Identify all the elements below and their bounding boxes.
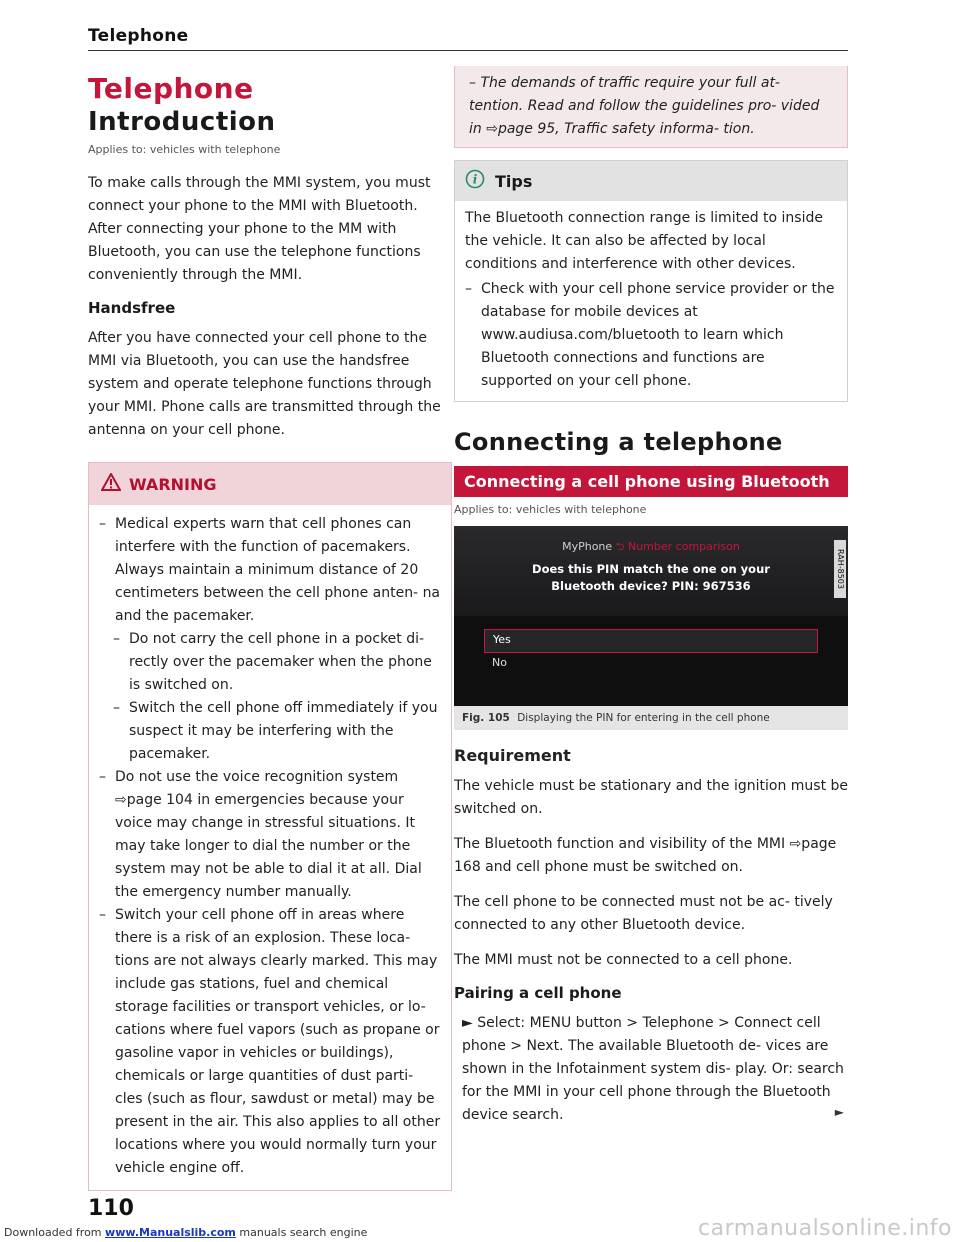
warning-title: WARNING xyxy=(129,474,217,494)
warning-item: – Medical experts warn that cell phones can interfere with the function of pacemakers. Always maintain a minimum distance of 20 centimeters between the cell phone anten- na and the pacemaker. xyxy=(99,513,441,628)
handsfree-paragraph: After you have connected your cell phone to the MMI via Bluetooth, you can use the handsfree system and operate telephone functions through your MMI. Phone calls are transmitted through the antenna on your cell phone. xyxy=(88,330,441,438)
pairing-heading: Pairing a cell phone xyxy=(454,984,622,1002)
info-icon xyxy=(465,169,485,193)
figure-number: Fig. 105 xyxy=(462,712,510,724)
right-column xyxy=(454,66,848,1127)
option-yes[interactable] xyxy=(484,629,818,653)
option-no[interactable]: No xyxy=(492,656,507,669)
screen-phone-name: MyPhone xyxy=(562,540,613,553)
warning-triangle-icon xyxy=(101,473,121,495)
tips-title: Tips xyxy=(495,171,533,191)
warning-header xyxy=(89,463,451,505)
intro-paragraph: To make calls through the MMI system, you must connect your phone to the MMI with Bluetooth. After connecting your phone to the MM with Bluetooth, you can use the telephone functions conveniently through the MMI. xyxy=(88,175,431,283)
tips-text: The Bluetooth connection range is limited to inside the vehicle. It can also be affected by local conditions and interference with other devices. xyxy=(465,210,823,272)
arrow-icon: ⮌ xyxy=(615,540,628,553)
page-number: 110 xyxy=(88,1196,134,1221)
warning-item: – Do not use the voice recognition system ⇨page 104 in emergencies because your voice may change in stressful situations. It may take longer to dial the number or the system may not be able to dial it at all. Dial the emergency number manually. xyxy=(99,766,441,904)
option-yes-label: Yes xyxy=(493,633,511,646)
screen-msg-line1: Does this PIN match the one on your xyxy=(532,562,770,576)
applies-to: Applies to: vehicles with telephone xyxy=(88,143,281,156)
left-column xyxy=(88,66,452,1191)
svg-text:i: i xyxy=(472,172,478,187)
tips-header xyxy=(455,161,847,201)
tips-box xyxy=(454,160,848,402)
applies-to: Applies to: vehicles with telephone xyxy=(454,503,647,516)
download-prefix: Downloaded from xyxy=(4,1226,102,1239)
warning-continuation-text: – The demands of traffic require your full at- tention. Read and follow the guidelines pro- vided in ⇨page 95, Traffic safety informa- tion. xyxy=(469,75,820,137)
screen-breadcrumb xyxy=(454,538,848,557)
running-header: Telephone xyxy=(88,26,189,46)
tips-body xyxy=(455,201,847,401)
requirement-paragraph: The cell phone to be connected must not be ac- tively connected to any other Bluetooth device. xyxy=(454,894,833,933)
header-rule xyxy=(88,50,848,51)
pairing-instruction: ► Select: MENU button > Telephone > Connect cell phone > Next. The available Bluetooth de- vices are shown in the Infotainment system dis- play. Or: search for the MMI in your cell phone through the Bluetooth device search. xyxy=(462,1015,844,1123)
requirement-heading: Requirement xyxy=(454,746,571,765)
connecting-heading: Connecting a telephone xyxy=(454,428,783,456)
warning-subitem: – Do not carry the cell phone in a pocket di- rectly over the pacemaker when the phone is switched on. xyxy=(99,628,441,697)
handsfree-heading: Handsfree xyxy=(88,299,176,317)
download-note xyxy=(4,1226,367,1239)
manualslib-link[interactable]: www.Manualslib.com xyxy=(105,1226,236,1239)
download-suffix: manuals search engine xyxy=(239,1226,368,1239)
figure-caption xyxy=(454,706,848,730)
warning-subitem: – Switch the cell phone off immediately if you suspect it may be interfering with the pacemaker. xyxy=(99,697,441,766)
requirement-paragraph: The vehicle must be stationary and the ignition must be switched on. xyxy=(454,778,849,817)
warning-item: – Switch your cell phone off in areas where there is a risk of an explosion. These loca- tions are not always clearly marked. This may include gas stations, fuel and chemical storage facilities or transport vehicles, or lo- cations where fuel vapors (such as propane or gasoline vapor in vehicles or buildings), chemicals or large quantities of dust parti- cles (such as flour, sawdust or metal) may be present in the air. This also applies to all other locations where you would normally turn your vehicle engine off. xyxy=(99,904,441,1180)
requirement-paragraph: The MMI must not be connected to a cell phone. xyxy=(454,952,793,968)
warning-box xyxy=(88,462,452,1191)
requirement-paragraph: The Bluetooth function and visibility of the MMI ⇨page 168 and cell phone must be switched on. xyxy=(454,836,837,875)
mmi-screen-figure xyxy=(454,526,848,706)
screen-msg-line2: Bluetooth device? PIN: 967536 xyxy=(551,579,751,593)
figure-caption-text: Displaying the PIN for entering in the cell phone xyxy=(517,712,770,724)
figure-code-label: RAH-8503 xyxy=(834,540,846,598)
continue-arrow-icon: ► xyxy=(834,1105,844,1119)
subsection-title: Introduction xyxy=(88,107,276,137)
warning-body xyxy=(89,505,451,1190)
warning-continuation xyxy=(454,66,848,148)
subsection-band: Connecting a cell phone using Bluetooth xyxy=(454,466,848,497)
tips-item: – Check with your cell phone service provider or the database for mobile devices at www.audiusa.com/bluetooth to learn which Bluetooth connections and functions are supported on your cell phone. xyxy=(465,278,837,393)
watermark: carmanualsonline.info xyxy=(698,1216,952,1241)
screen-mode: Number comparison xyxy=(627,540,740,553)
section-title: Telephone xyxy=(88,72,254,105)
